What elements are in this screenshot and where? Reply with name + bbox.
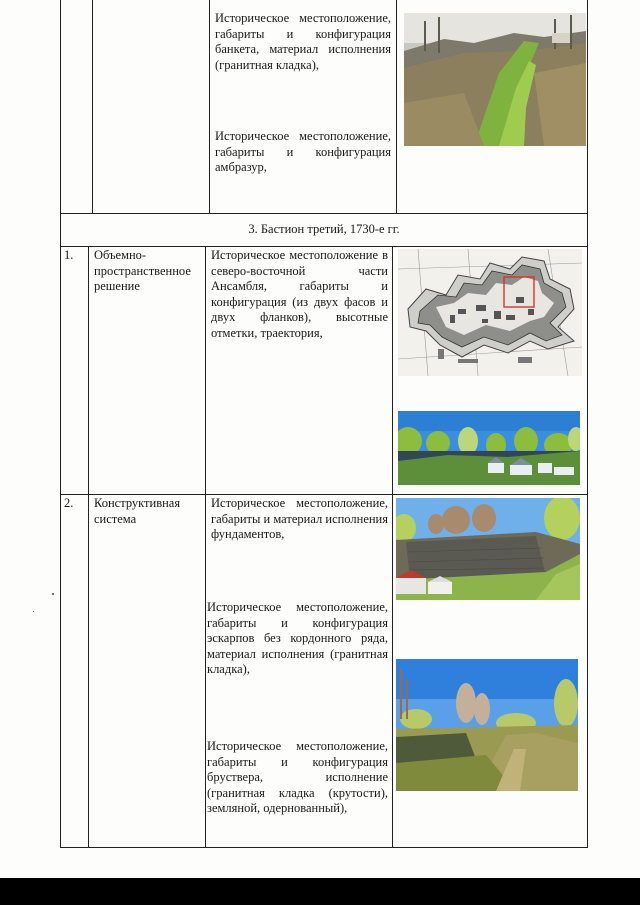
bastion-wall-photo [396,498,580,600]
scan-speck [33,611,34,612]
banquette-photo [404,13,586,146]
section-title: 3. Бастион третий, 1730-е гг. [248,222,400,236]
table-col-divider-1 [88,246,89,848]
scan-speck [52,593,54,595]
table-border-left [60,0,61,848]
row-number: 2. [64,496,74,510]
embrasure-description: Историческое местоположение, габариты и конфигурация амбразур, [215,129,391,175]
volume-spatial-description: Историческое местоположение в северо-восточной части Ансамбля, габариты и конфигурация (из двух фасов и двух фланков), высотные отметки, траектория, [211,248,388,340]
foundation-description: Историческое местоположение, габариты и материал исполнения фундаментов, [211,496,388,542]
table-border-right [587,0,588,848]
escarp-description: Историческое местоположение, габариты и конфигурация эскарпов без кордонного ряда, материал исполнения (гранитная кладка), [207,600,388,677]
table-rule [60,213,588,214]
table-col-divider-3 [396,0,397,213]
scan-bottom-border [0,878,640,905]
table-rule [60,246,588,247]
table-col-divider-3 [392,246,393,848]
table-rule [60,494,588,495]
banquette-description: Историческое местоположение, габариты и конфигурация банкета, материал исполнения (гранитная кладка), [215,11,391,72]
table-col-divider-2 [205,246,206,848]
bastion-plan-map [398,249,582,376]
table-rule [60,847,588,848]
table-col-divider-1 [92,0,93,213]
table-col-divider-2 [209,0,210,213]
bastion-panorama-photo [398,411,580,485]
row-name: Объемно-пространственное решение [94,248,191,294]
row-number: 1. [64,248,74,262]
parapet-description: Историческое местоположение, габариты и конфигурация бруствера, исполнение (гранитная кладка (крутости), земляной, одернованный), [207,739,388,816]
bastion-parapet-photo [396,659,578,791]
row-name: Конструктивная система [94,496,181,526]
